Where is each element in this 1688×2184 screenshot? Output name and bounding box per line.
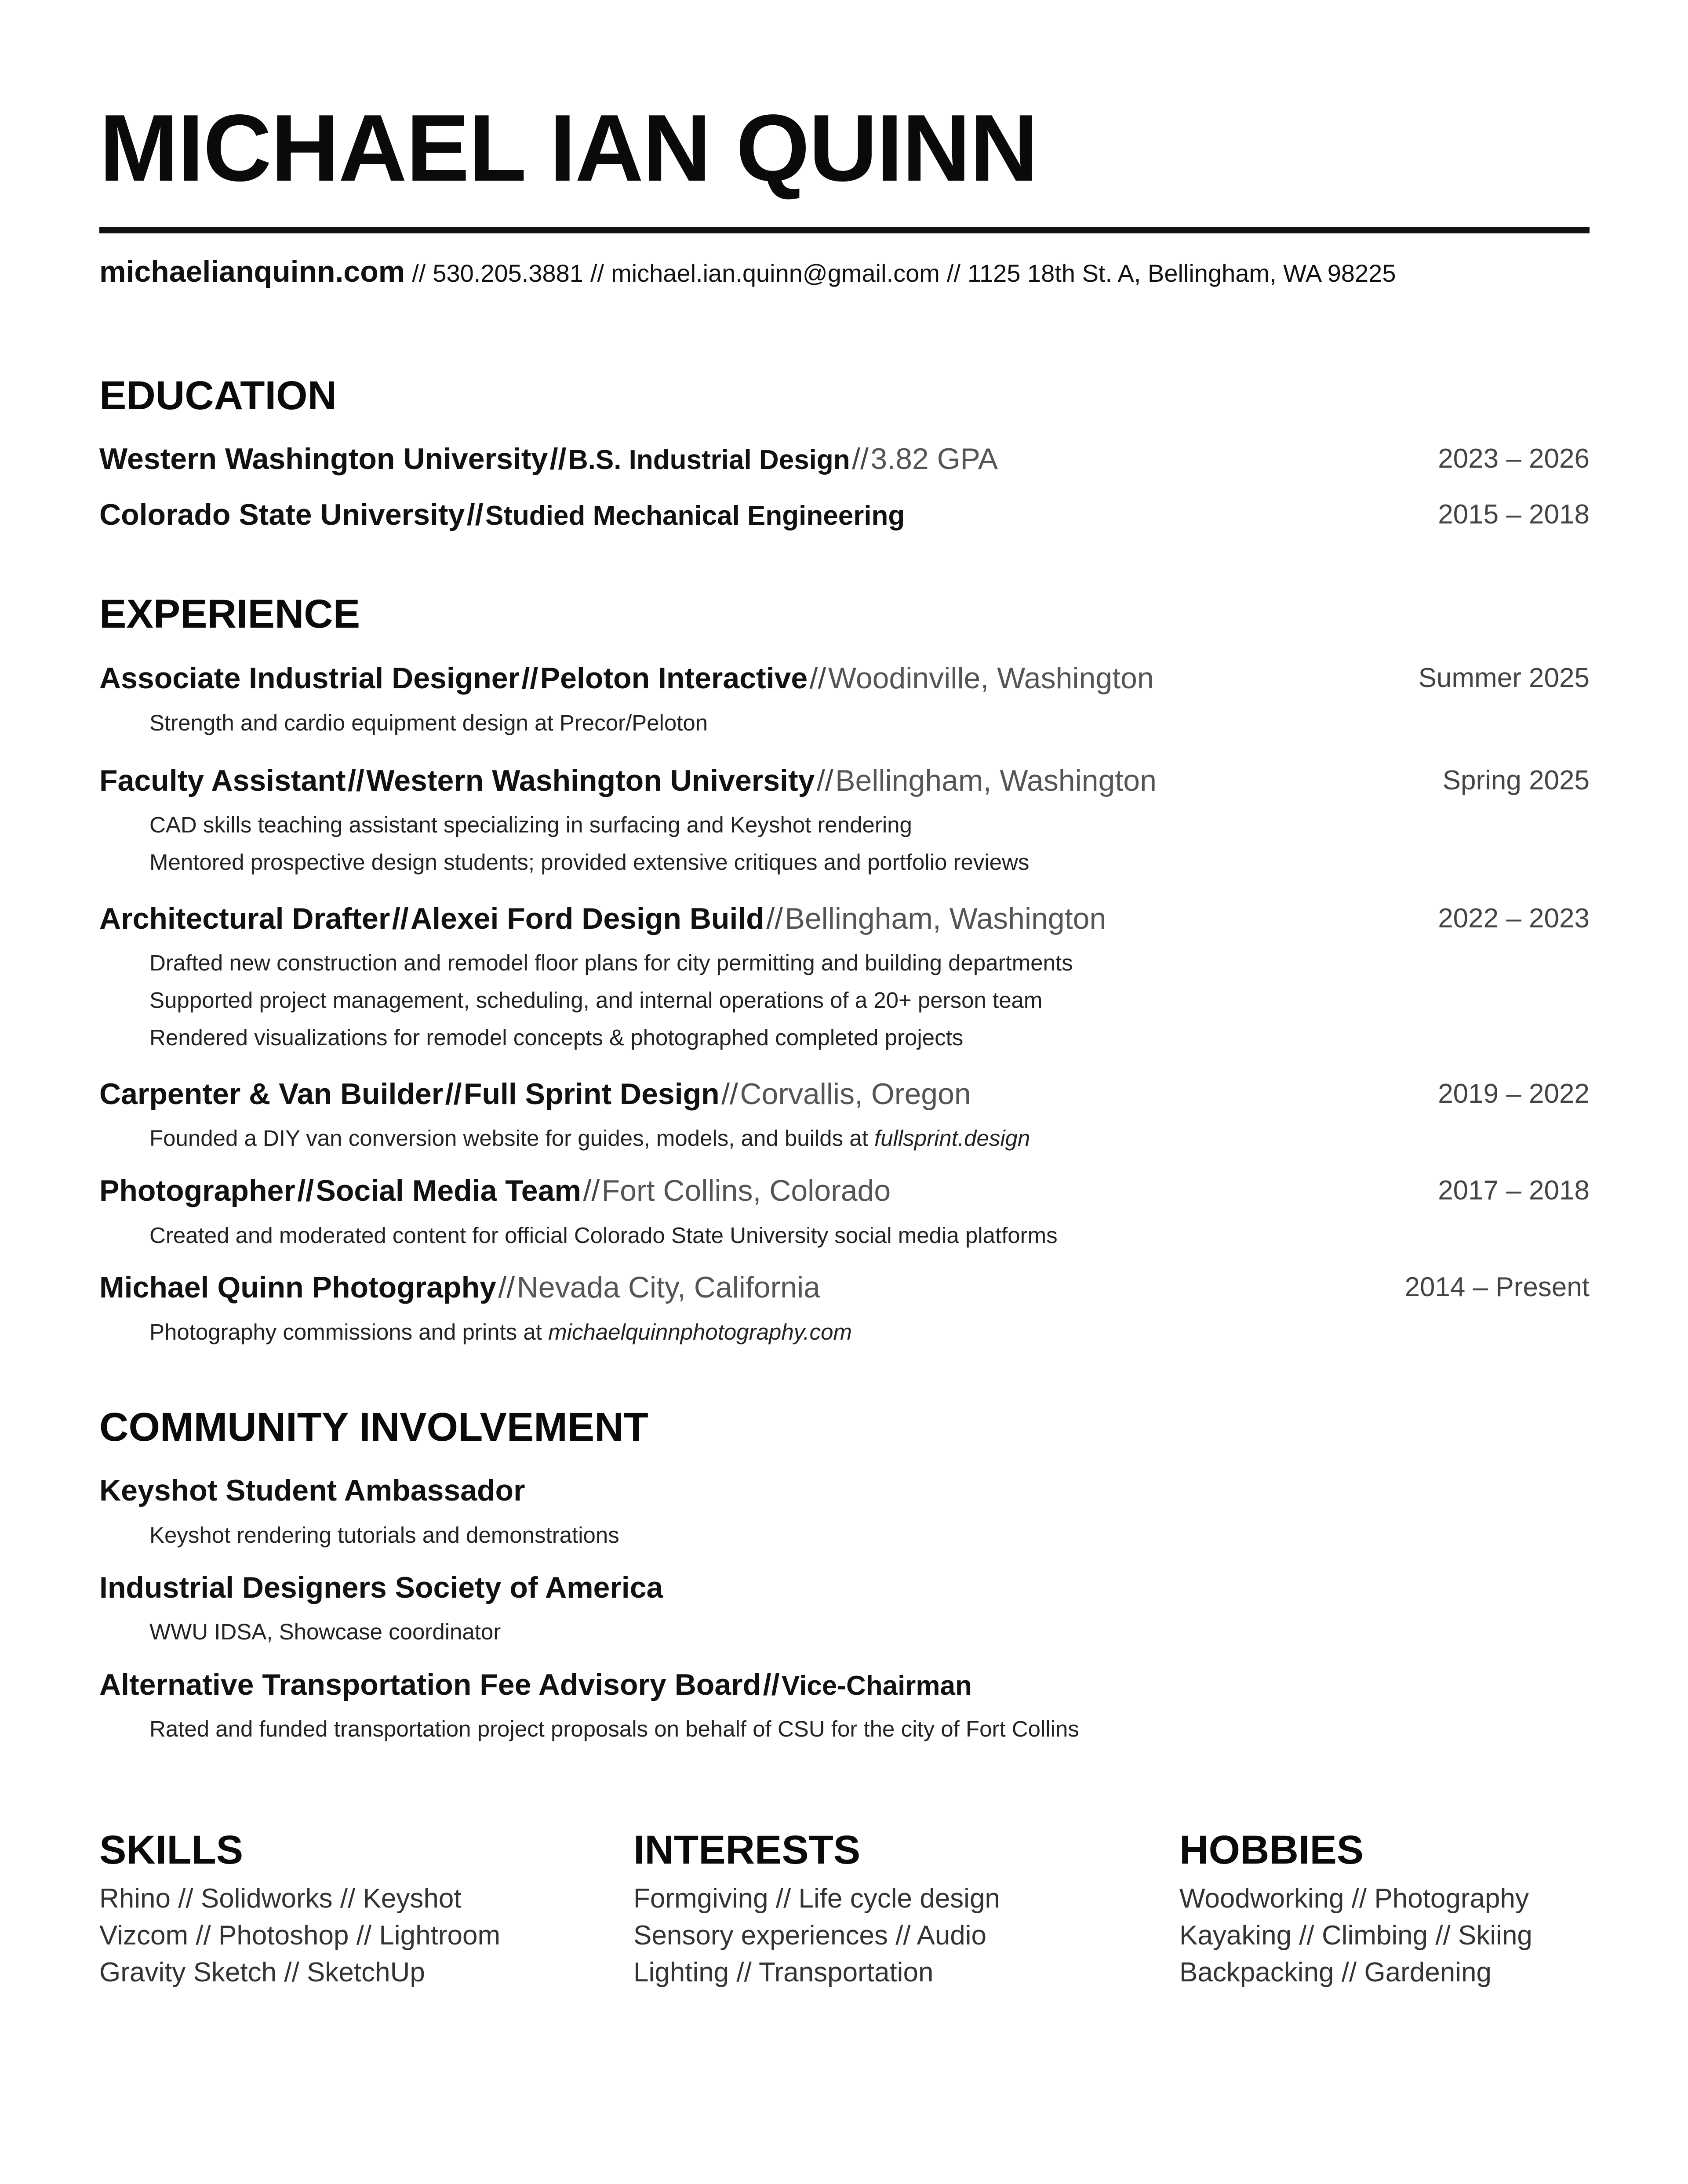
organization-name: Keyshot Student Ambassador [99, 1474, 525, 1507]
separator: // [549, 442, 567, 476]
email-address[interactable]: michael.ian.quinn@gmail.com [611, 259, 940, 287]
hobbies-section [1179, 1828, 1588, 1991]
education-entry [99, 439, 1590, 479]
community-entry [99, 1665, 1590, 1704]
school-name: Western Washington University [99, 442, 548, 476]
skills-line: Vizcom // Photoshop // Lightroom [99, 1920, 501, 1951]
separator: // [392, 902, 409, 935]
separator: // [466, 498, 484, 531]
community-description: WWU IDSA, Showcase coordinator [149, 1619, 501, 1644]
job-dates: 2019 – 2022 [1438, 1079, 1590, 1109]
education-entry [99, 495, 1590, 534]
education-dates: 2015 – 2018 [1438, 499, 1590, 530]
contact-line [99, 254, 1396, 290]
hobbies-heading: HOBBIES [1179, 1828, 1364, 1872]
interests-line: Lighting // Transportation [633, 1957, 934, 1988]
job-title: Faculty Assistant [99, 764, 346, 797]
board-role: Vice-Chairman [781, 1671, 972, 1701]
job-bullet: Rendered visualizations for remodel concepts & photographed completed projects [149, 1025, 964, 1050]
community-heading: COMMUNITY INVOLVEMENT [99, 1405, 648, 1450]
job-location: Nevada City, California [517, 1271, 820, 1304]
job-location: Corvallis, Oregon [740, 1077, 971, 1111]
experience-entry [99, 761, 1590, 800]
candidate-name: MICHAEL IAN QUINN [99, 94, 1038, 201]
separator: // [763, 1668, 780, 1701]
job-location: Woodinville, Washington [828, 661, 1154, 695]
degree: Studied Mechanical Engineering [485, 501, 905, 531]
school-name: Colorado State University [99, 498, 465, 531]
organization-name: Alternative Transportation Fee Advisory Board [99, 1668, 761, 1701]
employer: Michael Quinn Photography [99, 1271, 496, 1304]
separator: // [809, 661, 826, 695]
job-title: Photographer [99, 1174, 295, 1207]
skills-line: Rhino // Solidworks // Keyshot [99, 1883, 462, 1914]
experience-entry [99, 658, 1590, 698]
job-bullet: Photography commissions and prints at michaelquinnphotography.com [149, 1319, 852, 1345]
employer: Full Sprint Design [463, 1077, 720, 1111]
separator: // [498, 1271, 515, 1304]
degree: B.S. Industrial Design [568, 445, 850, 475]
experience-heading: EXPERIENCE [99, 592, 360, 636]
mailing-address: 1125 18th St. A, Bellingham, WA 98225 [968, 259, 1396, 287]
header-divider [99, 227, 1590, 233]
job-bullet: Created and moderated content for official Colorado State University social media platforms [149, 1223, 1058, 1248]
job-location: Bellingham, Washington [835, 764, 1157, 797]
job-bullet: Supported project management, scheduling, and internal operations of a 20+ person team [149, 988, 1043, 1013]
separator: // [590, 259, 604, 287]
gpa: 3.82 GPA [870, 442, 998, 476]
interests-line: Sensory experiences // Audio [633, 1920, 987, 1951]
separator: // [348, 764, 364, 797]
job-title: Carpenter & Van Builder [99, 1077, 444, 1111]
separator: // [946, 259, 961, 287]
community-description: Keyshot rendering tutorials and demonstrations [149, 1523, 619, 1548]
separator: // [297, 1174, 314, 1207]
job-dates: 2017 – 2018 [1438, 1175, 1590, 1206]
experience-entry [99, 1074, 1590, 1114]
website-link[interactable]: michaelquinnphotography.com [548, 1319, 852, 1345]
education-dates: 2023 – 2026 [1438, 443, 1590, 474]
job-dates: Summer 2025 [1418, 663, 1590, 693]
hobbies-line: Backpacking // Gardening [1179, 1957, 1492, 1988]
employer: Alexei Ford Design Build [411, 902, 764, 935]
job-title: Associate Industrial Designer [99, 661, 520, 695]
job-location: Bellingham, Washington [785, 902, 1106, 935]
job-location: Fort Collins, Colorado [601, 1174, 891, 1207]
job-bullet: CAD skills teaching assistant specializing in surfacing and Keyshot rendering [149, 812, 912, 837]
community-entry [99, 1471, 1590, 1510]
employer: Social Media Team [316, 1174, 581, 1207]
job-dates: 2022 – 2023 [1438, 903, 1590, 934]
skills-section [99, 1828, 605, 1991]
job-bullet: Founded a DIY van conversion website for guides, models, and builds at fullsprint.design [149, 1126, 1030, 1151]
separator: // [816, 764, 833, 797]
separator: // [766, 902, 783, 935]
employer: Peloton Interactive [540, 661, 808, 695]
separator: // [412, 259, 426, 287]
skills-heading: SKILLS [99, 1828, 244, 1872]
organization-name: Industrial Designers Society of America [99, 1571, 663, 1604]
job-bullet: Drafted new construction and remodel floor plans for city permitting and building departments [149, 950, 1073, 975]
phone-number: 530.205.3881 [433, 259, 583, 287]
experience-entry [99, 899, 1590, 938]
website-link[interactable]: michaelianquinn.com [99, 255, 405, 288]
community-entry [99, 1568, 1590, 1607]
job-title: Architectural Drafter [99, 902, 390, 935]
separator: // [445, 1077, 462, 1111]
job-dates: 2014 – Present [1404, 1272, 1590, 1302]
hobbies-line: Kayaking // Climbing // Skiing [1179, 1920, 1532, 1951]
experience-entry [99, 1268, 1590, 1307]
separator: // [721, 1077, 738, 1111]
separator: // [852, 442, 869, 476]
job-bullet: Strength and cardio equipment design at Precor/Peloton [149, 710, 708, 735]
employer: Western Washington University [366, 764, 815, 797]
job-bullet: Mentored prospective design students; provided extensive critiques and portfolio reviews [149, 850, 1030, 875]
job-dates: Spring 2025 [1442, 765, 1590, 796]
community-description: Rated and funded transportation project proposals on behalf of CSU for the city of Fort Collins [149, 1716, 1079, 1741]
resume-page [99, 0, 1590, 2184]
interests-line: Formgiving // Life cycle design [633, 1883, 1000, 1914]
website-link[interactable]: fullsprint.design [874, 1126, 1030, 1151]
separator: // [521, 661, 538, 695]
skills-line: Gravity Sketch // SketchUp [99, 1957, 425, 1988]
separator: // [583, 1174, 600, 1207]
education-heading: EDUCATION [99, 373, 337, 418]
hobbies-line: Woodworking // Photography [1179, 1883, 1529, 1914]
interests-section [633, 1828, 1139, 1991]
interests-heading: INTERESTS [633, 1828, 861, 1872]
experience-entry [99, 1171, 1590, 1210]
